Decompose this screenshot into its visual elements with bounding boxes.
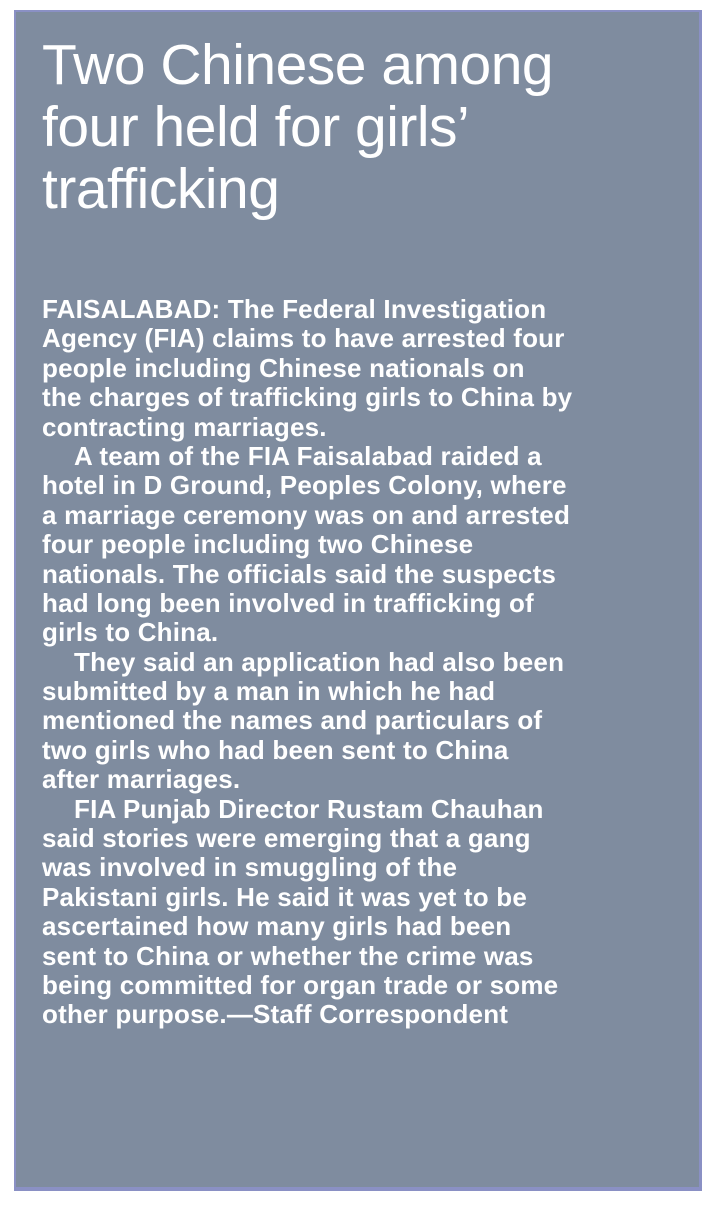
headline-line: trafficking xyxy=(42,157,280,221)
body-line: had long been involved in trafficking of xyxy=(42,587,534,618)
body-line: FAISALABAD: The Federal Investigation xyxy=(42,294,547,324)
body-line: four people including two Chinese xyxy=(42,529,474,560)
body-line: submitted by a man in which he had xyxy=(42,676,496,707)
body-line: contracting marriages. xyxy=(42,411,327,442)
headline xyxy=(42,34,692,220)
body-line: was involved in smuggling of the xyxy=(42,852,458,883)
body-line: two girls who had been sent to China xyxy=(42,734,509,765)
body-line: the charges of trafficking girls to China by xyxy=(42,382,573,413)
headline-line: Two Chinese among xyxy=(42,33,554,97)
body-line: nationals. The officials said the suspects xyxy=(42,558,557,589)
body-line: a marriage ceremony was on and arrested xyxy=(42,499,571,530)
body-line: hotel in D Ground, Peoples Colony, where xyxy=(42,470,567,501)
body-line: A team of the FIA Faisalabad raided a xyxy=(74,440,542,471)
body-line: Pakistani girls. He said it was yet to be xyxy=(42,881,528,912)
headline-line: four held for girls’ xyxy=(42,95,470,159)
body-line: sent to China or whether the crime was xyxy=(42,940,534,971)
body-line: people including Chinese nationals on xyxy=(42,352,525,383)
body-line: FIA Punjab Director Rustam Chauhan xyxy=(74,793,544,824)
body-line: mentioned the names and particulars of xyxy=(42,705,543,736)
news-clipping xyxy=(14,10,702,1191)
body-line: other purpose.—Staff Correspondent xyxy=(42,999,509,1030)
body-line: after marriages. xyxy=(42,764,241,795)
body-line: ascertained how many girls had been xyxy=(42,911,512,942)
body-line: They said an application had also been xyxy=(74,646,565,677)
body-line: girls to China. xyxy=(42,617,219,648)
body-line: Agency (FIA) claims to have arrested four xyxy=(42,323,565,354)
article-body xyxy=(42,295,692,1030)
body-line: being committed for organ trade or some xyxy=(42,969,559,1000)
body-line: said stories were emerging that a gang xyxy=(42,823,531,854)
